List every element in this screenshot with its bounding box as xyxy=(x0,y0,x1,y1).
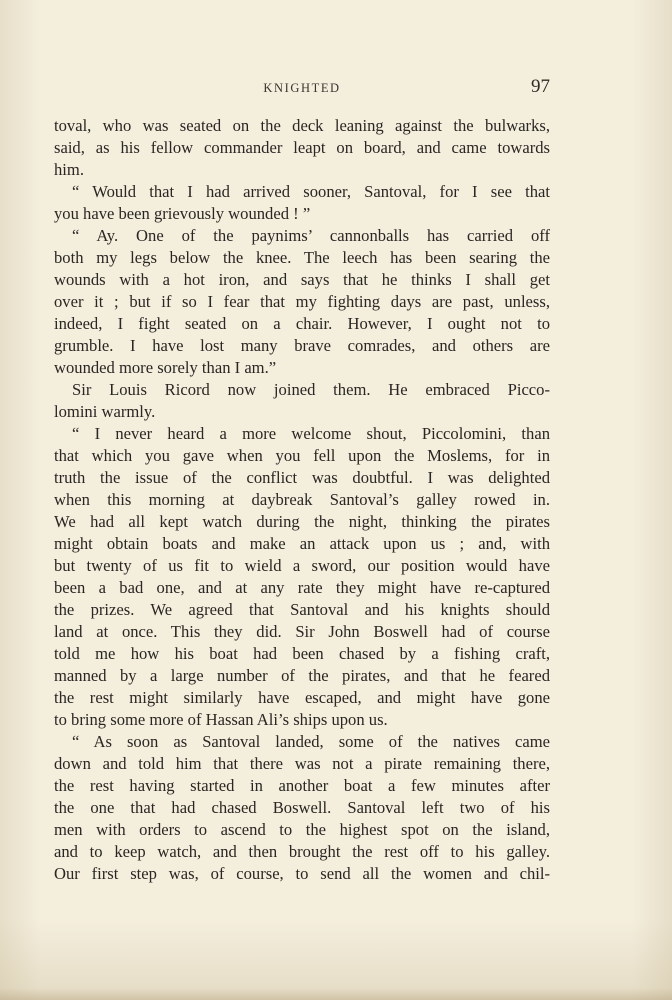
text-line: to bring some more of Hassan Ali’s ships upon us. xyxy=(54,710,388,729)
text-line: over it ; but if so I fear that my fighting days are past, unless, xyxy=(54,292,550,311)
text-line: the one that had chased Boswell. Santoval left two of his xyxy=(54,798,550,817)
text-line: “ As soon as Santoval landed, some of the natives came xyxy=(72,732,550,751)
text-line: you have been grievously wounded ! ” xyxy=(54,204,311,223)
text-line: told me how his boat had been chased by a fishing craft, xyxy=(54,644,550,663)
text-line: We had all kept watch during the night, thinking the pirates xyxy=(54,512,550,531)
text-line: Sir Louis Ricord now joined them. He embraced Picco- xyxy=(72,380,550,399)
page-edge-shadow xyxy=(0,988,672,1000)
body-text xyxy=(54,115,550,885)
text-line: when this morning at daybreak Santoval’s galley rowed in. xyxy=(54,490,550,509)
text-line: said, as his fellow commander leapt on board, and came towards xyxy=(54,138,550,157)
text-line: truth the issue of the conflict was doubtful. I was delighted xyxy=(54,468,550,487)
text-line: lomini warmly. xyxy=(54,402,156,421)
text-line: indeed, I fight seated on a chair. However, I ought not to xyxy=(54,314,550,333)
text-line: “ Would that I had arrived sooner, Santoval, for I see that xyxy=(72,182,550,201)
text-line: wounds with a hot iron, and says that he thinks I shall get xyxy=(54,270,550,289)
text-line: “ Ay. One of the paynims’ cannonballs has carried off xyxy=(72,226,550,245)
text-line: but twenty of us fit to wield a sword, our position would have xyxy=(54,556,550,575)
text-line: grumble. I have lost many brave comrades, and others are xyxy=(54,336,550,355)
text-line: and to keep watch, and then brought the rest off to his galley. xyxy=(54,842,550,861)
text-line: the rest might similarly have escaped, and might have gone xyxy=(54,688,550,707)
text-line: the prizes. We agreed that Santoval and his knights should xyxy=(54,600,550,619)
running-title: KNIGHTED xyxy=(263,81,341,95)
text-line: the rest having started in another boat a few minutes after xyxy=(54,776,550,795)
text-line: him. xyxy=(54,160,84,179)
text-line: men with orders to ascend to the highest spot on the island, xyxy=(54,820,550,839)
text-line: land at once. This they did. Sir John Boswell had of course xyxy=(54,622,550,641)
text-line: been a bad one, and at any rate they might have re-captured xyxy=(54,578,550,597)
text-line: might obtain boats and make an attack upon us ; and, with xyxy=(54,534,550,553)
running-head xyxy=(54,78,550,100)
text-line: that which you gave when you fell upon the Moslems, for in xyxy=(54,446,550,465)
text-line: both my legs below the knee. The leech has been searing the xyxy=(54,248,550,267)
text-line: toval, who was seated on the deck leaning against the bulwarks, xyxy=(54,116,550,135)
text-line: manned by a large number of the pirates, and that he feared xyxy=(54,666,550,685)
text-line: Our first step was, of course, to send all the women and chil- xyxy=(54,864,550,883)
text-line: down and told him that there was not a pirate remaining there, xyxy=(54,754,550,773)
text-line: “ I never heard a more welcome shout, Piccolomini, than xyxy=(72,424,550,443)
text-line: wounded more sorely than I am.” xyxy=(54,358,277,377)
page-number: 97 xyxy=(531,76,550,97)
